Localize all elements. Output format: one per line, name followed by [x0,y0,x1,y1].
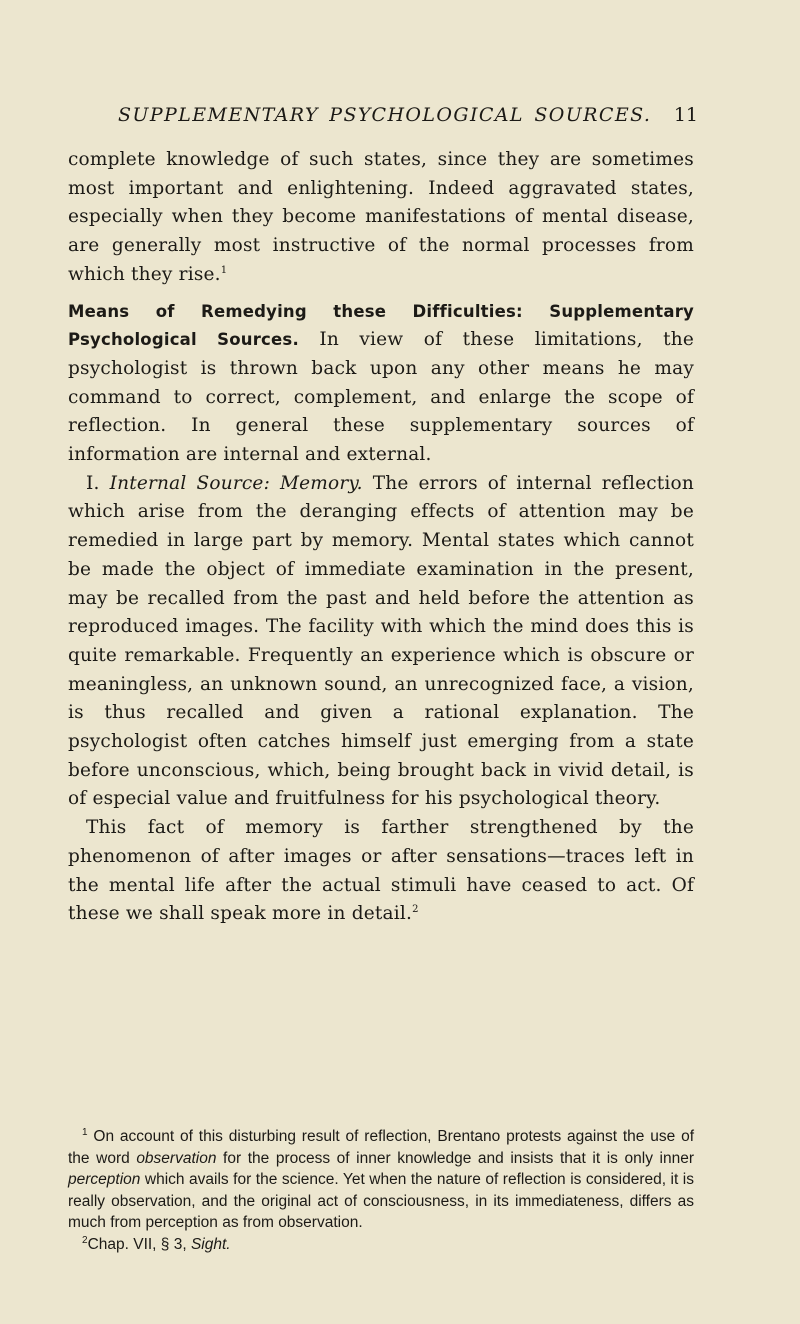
paragraph-3-text: The errors of internal reflection which arise from the deranging effects of attention may be remedied in large part by memory. Mental states which cannot be made the object of immediate examination in the present, may be recalled from the past and held before the attention as reproduced images. The facility with which the mind does this is quite remarkable. Frequently an experience which is obscure or meaningless, an unknown sound, an unrecognized face, a vision, is thus recalled and given a rational explanation. The psychologist often catches himself just emerging from a state before unconscious, which, being brought back in vivid detail, is of especial value and fruitfulness for his psychological theory. [68,472,694,810]
footnote-2-mark: 2 [82,1234,88,1246]
page-number: 11 [673,104,698,126]
subsection-heading: Internal Source: Memory. [109,472,363,494]
running-head: SUPPLEMENTARY PSYCHOLOGICAL SOURCES. [118,104,652,126]
section-numeral: I. [86,472,110,494]
footnote-2-text: Chap. VII, § 3, [87,1235,191,1253]
paragraph-3 [68,470,694,814]
footnote-ref-1: 1 [220,264,228,276]
footnote-1-text-b: for the process of inner knowledge and insists that it is only inner [216,1149,694,1167]
paragraph-4 [68,814,694,929]
footnote-ref-2: 2 [412,904,419,916]
footnote-1-text-c: which avails for the science. Yet when the nature of reflection is considered, it is really observation, and the original act of consciousness, in its immediateness, differs as much from perception as from observation. [68,1171,694,1231]
paragraph-1-text: complete knowledge of such states, since they are sometimes most important and enlightening. Indeed aggravated states, especially when they become manifestations of mental disease, are generally most instructive of the normal processes from which they rise. [68,149,694,285]
paragraph-2-text: In view of these limitations, the psychologist is thrown back upon any other means he may command to correct, complement, and enlarge the scope of reflection. In general these supplementary sources of information are internal and external. [68,329,694,466]
section-heading: Means of Remedying these Difficulties: Supplementary Psychological Sources. [68,301,694,350]
paragraph-2 [68,298,694,470]
footnote-1-italic-2: perception [68,1171,141,1188]
paragraph-1 [68,146,694,290]
footnote-1-mark: 1 [82,1126,88,1138]
footnotes [68,1126,694,1255]
page-header [118,104,698,134]
paragraph-4-text: This fact of memory is farther strengthened by the phenomenon of after images or after sensations—traces left in the mental life after the actual stimuli have ceased to act. Of these we shall speak more in detail. [68,817,694,925]
footnote-2-italic: Sight. [190,1235,231,1253]
footnote-1-italic-1: observation [136,1149,217,1167]
footnote-1-text-a: On account of this disturbing result of reflection, Brentano protests against the use of the word [68,1128,694,1167]
body-text [68,146,694,929]
footnote-1 [68,1126,694,1234]
footnote-2 [68,1234,694,1256]
